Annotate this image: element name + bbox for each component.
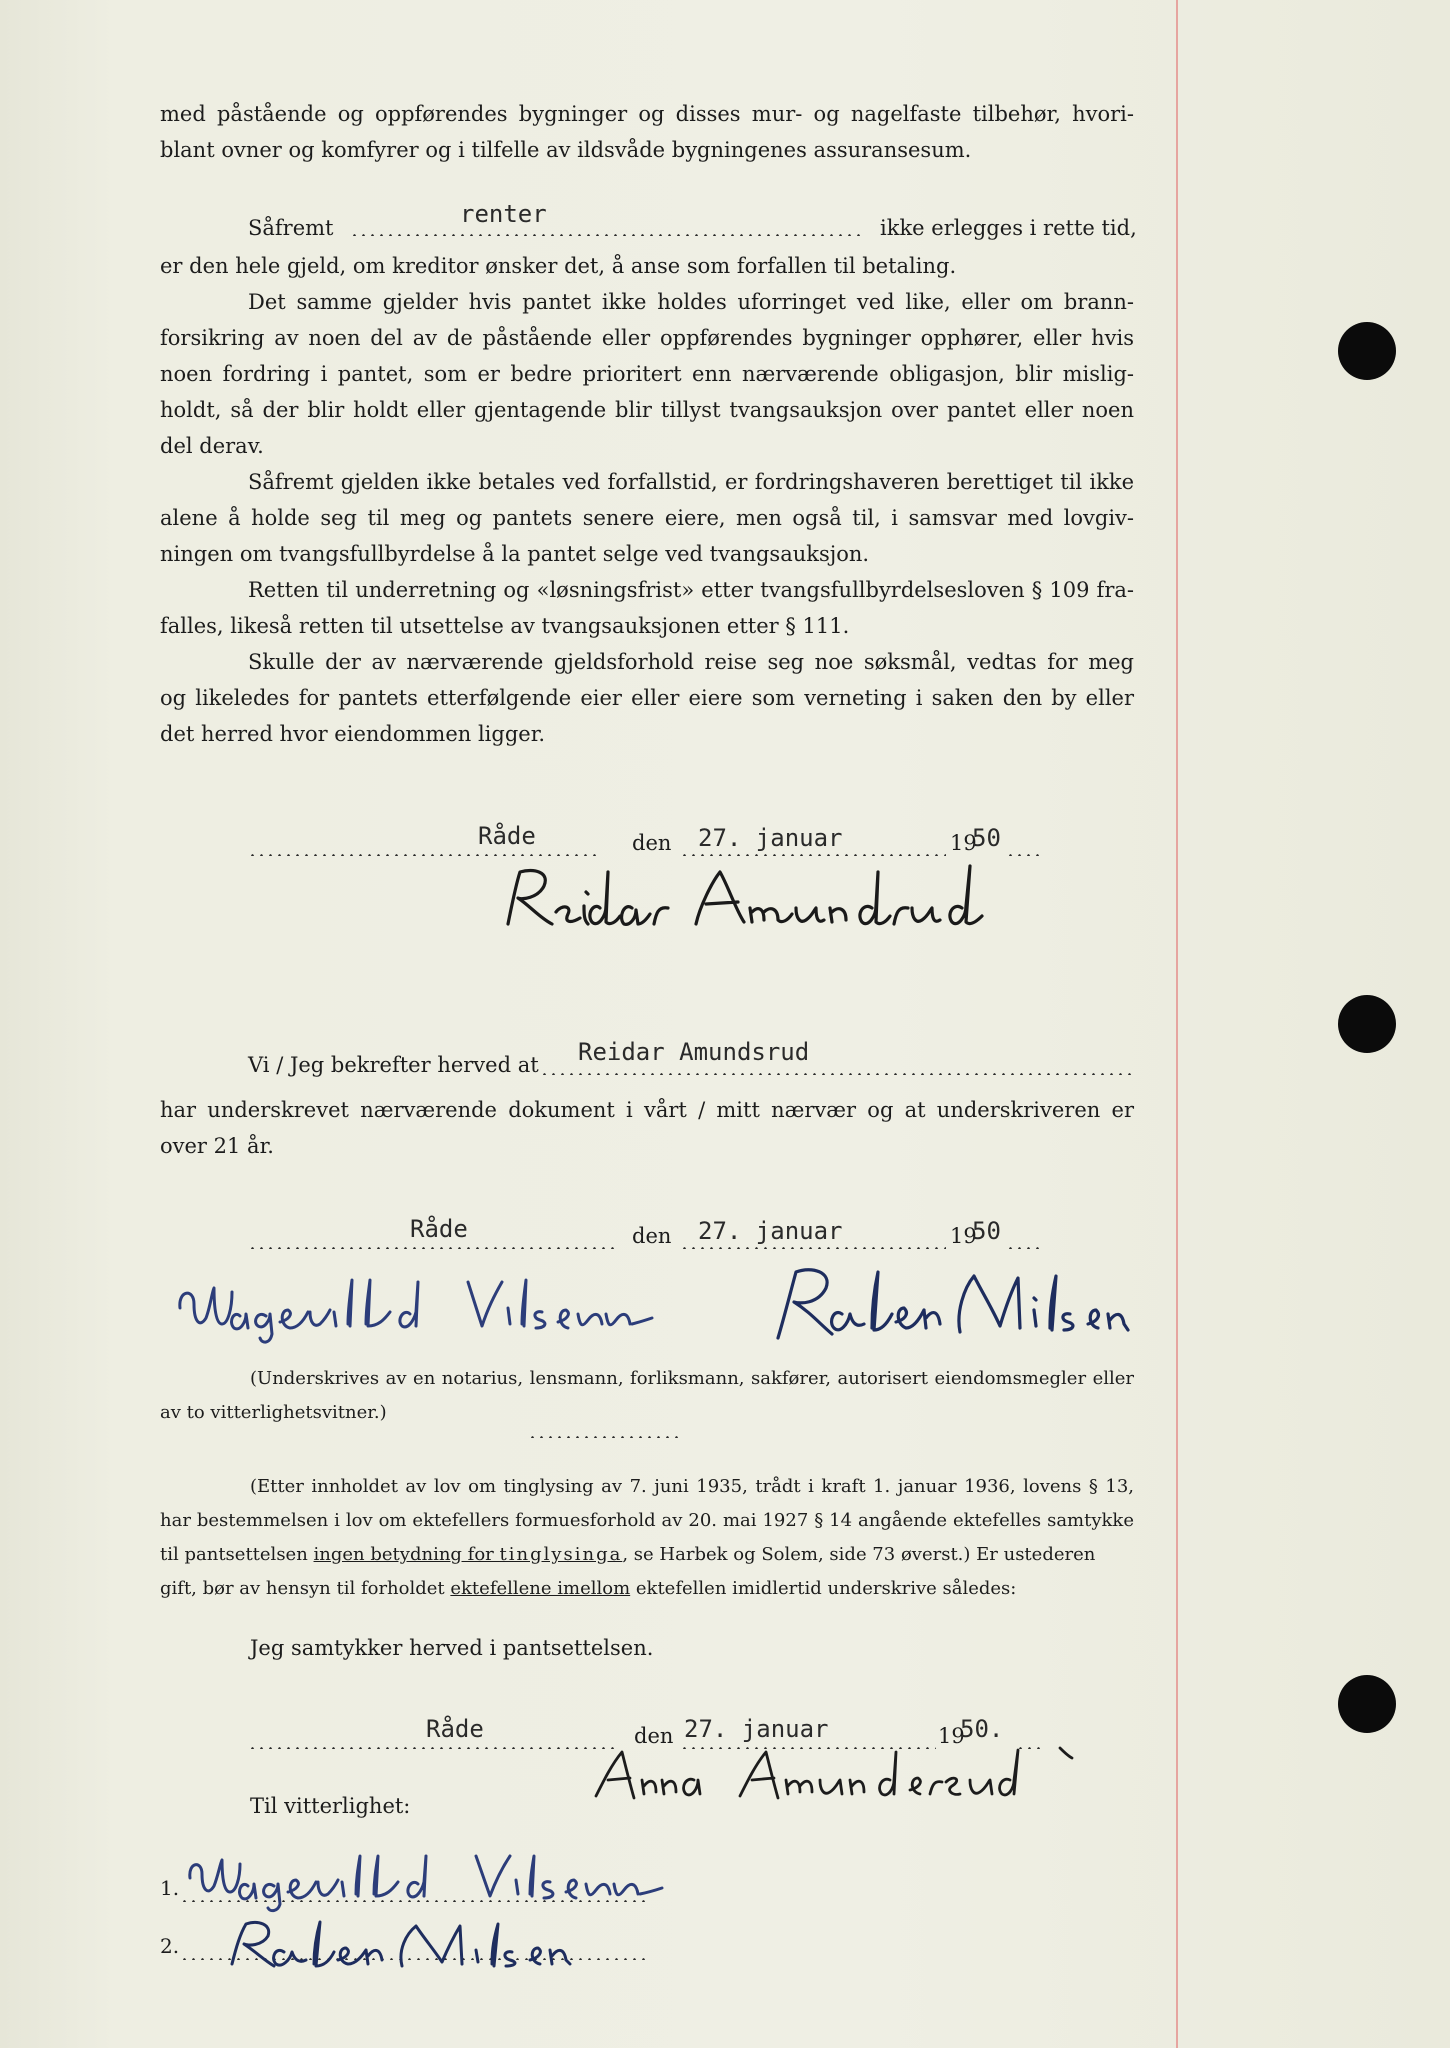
confirmation-line-2: har underskrevet nærværende dokument i vårt / mitt nærvær og at underskriveren er: [160, 1098, 1134, 1122]
date-line-1-year-prefix: 19: [950, 831, 977, 855]
date-line-2-dots-date: [680, 1247, 946, 1249]
paragraph-3-line-4: holdt, så der blir holdt eller gjentagende blir tillyst tvangsauksjon over pantet eller noen: [160, 398, 1134, 422]
date-line-1-date: 27. januar: [698, 824, 843, 852]
paragraph-1-line-2: blant ovner og komfyrer og i tilfelle av ildsvåde bygningenes assuransesum.: [160, 138, 972, 162]
note-2-line-3-d: , se Harbek og Solem, side 73 øverst.) Er ustederen: [622, 1544, 1096, 1565]
date-line-2-place: Råde: [410, 1215, 468, 1243]
date-line-2-year-suffix: 50: [972, 1217, 1001, 1245]
paragraph-3-line-1: Det samme gjelder hvis pantet ikke holdes uforringet ved like, eller om brann-: [248, 290, 1134, 314]
witness-label: Til vitterlighet:: [250, 1794, 411, 1818]
confirmation-line-3: over 21 år.: [160, 1134, 274, 1158]
paragraph-5-line-2: falles, likeså retten til utsettelse av tvangsauksjonen etter § 111.: [160, 614, 850, 638]
consent-text: Jeg samtykker herved i pantsettelsen.: [250, 1636, 654, 1660]
paragraph-4-line-3: ningen om tvangsfullbyrdelse å la pantet selge ved tvangsauksjon.: [160, 542, 870, 566]
signature-witness-2: [770, 1258, 1140, 1354]
paragraph-3-line-3: noen fordring i pantet, som er bedre prioritert enn nærværende obligasjon, blir mislig-: [160, 362, 1134, 386]
note-1-separator: [528, 1436, 678, 1438]
note-2-line-2: har bestemmelsen i lov om ektefellers formuesforhold av 20. mai 1927 § 14 angående ektefelles samtykke: [160, 1510, 1134, 1531]
paragraph-6-line-1: Skulle der av nærværende gjeldsforhold reise seg noe søksmål, vedtas for meg: [248, 650, 1134, 674]
safremt-suffix: ikke erlegges i rette tid,: [880, 216, 1137, 240]
witness-2-signature: [226, 1918, 586, 1974]
paragraph-1-line-1: med påstående og oppførendes bygninger og disses mur- og nagelfaste tilbehør, hvori-: [160, 102, 1134, 126]
paragraph-5-line-1: Retten til underretning og «løsningsfrist» etter tvangsfullbyrdelsesloven § 109 fra-: [248, 578, 1134, 602]
note-2-line-4-a: gift, bør av hensyn til forholdet: [160, 1578, 451, 1599]
note-2-ektefellene-imellom: ektefellene imellom: [450, 1578, 631, 1599]
date-line-3-year-prefix: 19: [938, 1724, 965, 1748]
confirmation-prefix: Vi / Jeg bekrefter herved at: [248, 1053, 539, 1077]
paragraph-3-line-5: del derav.: [160, 434, 264, 458]
date-line-3-year-suffix: 50.: [960, 1715, 1004, 1743]
paragraph-6-line-2: og likeledes for pantets etterfølgende eier eller eiere som verneting i saken den by eller: [160, 686, 1134, 710]
punch-hole-2: [1338, 995, 1396, 1053]
note-2-line-1: (Etter innholdet av lov om tinglysing av 7. juni 1935, trådt i kraft 1. januar 1936, lovens § 13,: [250, 1476, 1134, 1497]
note-2-line-4: [160, 1572, 1016, 1606]
date-line-1-dots-place: [248, 854, 598, 856]
date-line-2-dots-place: [248, 1247, 618, 1249]
paragraph-4-line-1: Såfremt gjelden ikke betales ved forfallstid, er fordringshaveren berettiget til ikke: [248, 470, 1134, 494]
witness-number-2: 2.: [160, 1934, 180, 1958]
paragraph-3-line-2: forsikring av noen del av de påstående eller oppførendes bygninger opphører, eller hvis: [160, 326, 1134, 350]
dotted-fill-line: [350, 234, 860, 236]
date-line-1-den: den: [632, 831, 672, 855]
note-2-line-4-c: ektefellen imidlertid underskrive således:: [630, 1578, 1017, 1599]
note-2-line-3: [160, 1538, 1095, 1572]
paragraph-2-line-2: er den hele gjeld, om kreditor ønsker det, å anse som forfallen til betaling.: [160, 254, 957, 278]
confirmation-name: Reidar Amundsrud: [578, 1038, 810, 1066]
date-line-2-dots-end: [1006, 1247, 1042, 1249]
signature-anna-amundsrud: [590, 1740, 1100, 1810]
safremt-label: Såfremt: [248, 216, 334, 240]
punch-hole-3: [1338, 1675, 1396, 1733]
date-line-2-date: 27. januar: [698, 1217, 843, 1245]
date-line-1-dots-end: [1006, 854, 1042, 856]
date-line-2-den: den: [632, 1224, 672, 1248]
punch-hole-1: [1338, 322, 1396, 380]
witness-1-signature: [180, 1852, 700, 1912]
note-2-tinglysinga: tinglysinga: [499, 1544, 623, 1565]
note-1-line-1: (Underskrives av en notarius, lensmann, forliksmann, sakfører, autorisert eiendomsmegler eller: [250, 1368, 1134, 1389]
note-1-line-2: av to vitterlighetsvitner.): [160, 1402, 387, 1423]
filled-renter: renter: [460, 200, 547, 228]
confirmation-dots: [540, 1073, 1132, 1075]
date-line-3-den: den: [634, 1724, 674, 1748]
witness-number-1: 1.: [160, 1876, 180, 1900]
date-line-2-year-prefix: 19: [950, 1224, 977, 1248]
signature-reidar-amundsrud: [500, 862, 990, 942]
date-line-3-place: Råde: [426, 1715, 484, 1743]
date-line-3-dots-place: [248, 1747, 618, 1749]
date-line-1-place: Råde: [478, 822, 536, 850]
date-line-3-date: 27. januar: [684, 1715, 829, 1743]
note-2-line-3-a: til pantsettelsen: [160, 1544, 314, 1565]
margin-line: [1176, 0, 1178, 2048]
note-2-underlined-phrase: ingen betydning for: [313, 1544, 500, 1565]
paragraph-6-line-3: det herred hvor eiendommen ligger.: [160, 722, 546, 746]
date-line-1-dots-date: [680, 854, 946, 856]
signature-witness-1: [170, 1268, 690, 1348]
date-line-1-year-suffix: 50: [972, 824, 1001, 852]
paragraph-4-line-2: alene å holde seg til meg og pantets senere eiere, men også til, i samsvar med lovgiv-: [160, 506, 1134, 530]
